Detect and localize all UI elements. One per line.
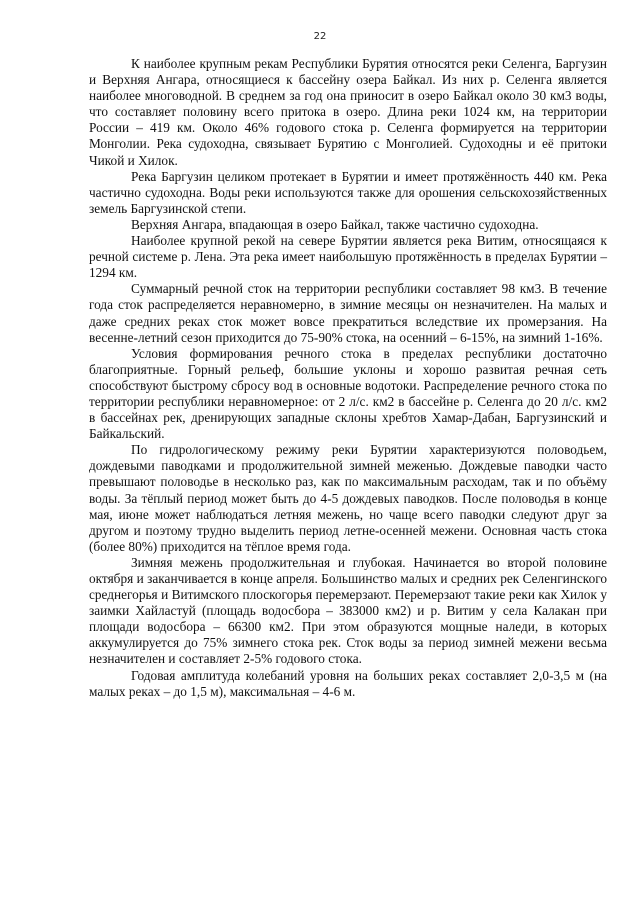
paragraph-total-runoff: Суммарный речной сток на территории республики составляет 98 км3. В течение года сток распределяется неравномерно, в зимние месяцы он незначителен. На малых и даже средних реках сток может вовсе прекратиться вследствие их промерзания. На весенне-летний сезон приходится до 75-90% стока, на осенний – 6-15%, на зимний 1-16%. <box>89 281 607 345</box>
paragraph-runoff-conditions: Условия формирования речного стока в пределах республики достаточно благоприятные. Горный рельеф, большие уклоны и хорошо развитая речная сеть способствуют быстрому сбросу вод в основные водотоки. Распределение речного стока по территории республики неравномерное: от 2 л/с. км2 в бассейне р. Селенга до 20 л/с. км2 в бассейнах рек, дренирующих западные склоны хребтов Хамар-Дабан, Баргузинский и Байкальский. <box>89 345 607 442</box>
page-number: 22 <box>313 31 327 42</box>
paragraph-hydrological-regime: По гидрологическому режиму реки Бурятии характеризуются половодьем, дождевыми паводками и продолжительной зимней меженью. Дождевые паводки часто превышают половодье в несколько раз, как по максимальным расходам, так и по объёму воды. За тёплый период может быть до 4-5 дождевых паводков. После половодья в конце мая, июне может наблюдаться летняя межень, но чаще всего паводки следуют друг за другом и поэтому трудно выделить период летне-осенней межени. Основная часть стока (более 80%) приходится на тёплое время года. <box>89 442 607 554</box>
paragraph-vitim: Наиболее крупной рекой на севере Бурятии является река Витим, относящаяся к речной системе р. Лена. Эта река имеет наибольшую протяжённость в пределах Бурятии – 1294 км. <box>89 233 607 281</box>
paragraph-major-rivers: К наиболее крупным рекам Республики Бурятия относятся реки Селенга, Баргузин и Верхняя Ангара, относящиеся к бассейну озера Байкал. Из них р. Селенга является наиболее многоводной. В среднем за год она приносит в озеро Байкал около 30 км3 воды, что составляет половину всего притока в озеро. Длина реки 1024 км, на территории России – 419 км. Около 46% годового стока р. Селенга формируется на территории Монголии. Река судоходна, связывает Бурятию с Монголией. Судоходны и её притоки Чикой и Хилок. <box>89 56 607 168</box>
paragraph-level-amplitude: Годовая амплитуда колебаний уровня на больших реках составляет 2,0-3,5 м (на малых реках – до 1,5 м), максимальная – 4-6 м. <box>89 667 607 699</box>
paragraph-barguzin: Река Баргузин целиком протекает в Бурятии и имеет протяжённость 440 км. Река частично судоходна. Воды реки используются также для орошения сельскохозяйственных земель Баргузинской степи. <box>89 168 607 216</box>
paragraph-winter-low-water: Зимняя межень продолжительная и глубокая. Начинается во второй половине октября и заканчивается в конце апреля. Большинство малых и средних рек Селенгинского среднегорья и Витимского плоскогорья перемерзают. Перемерзают такие реки как Хилок у заимки Хайластуй (площадь водосбора – 383000 км2) и р. Витим у села Калакан при площади водосбора – 66300 км2. При этом образуются мощные наледи, в которых аккумулируется до 75% зимнего стока рек. Сток воды за период зимней межени весьма незначителен и составляет 2-5% годового стока. <box>89 554 607 667</box>
document-body <box>89 56 607 700</box>
paragraph-upper-angara: Верхняя Ангара, впадающая в озеро Байкал, также частично судоходна. <box>131 216 539 232</box>
